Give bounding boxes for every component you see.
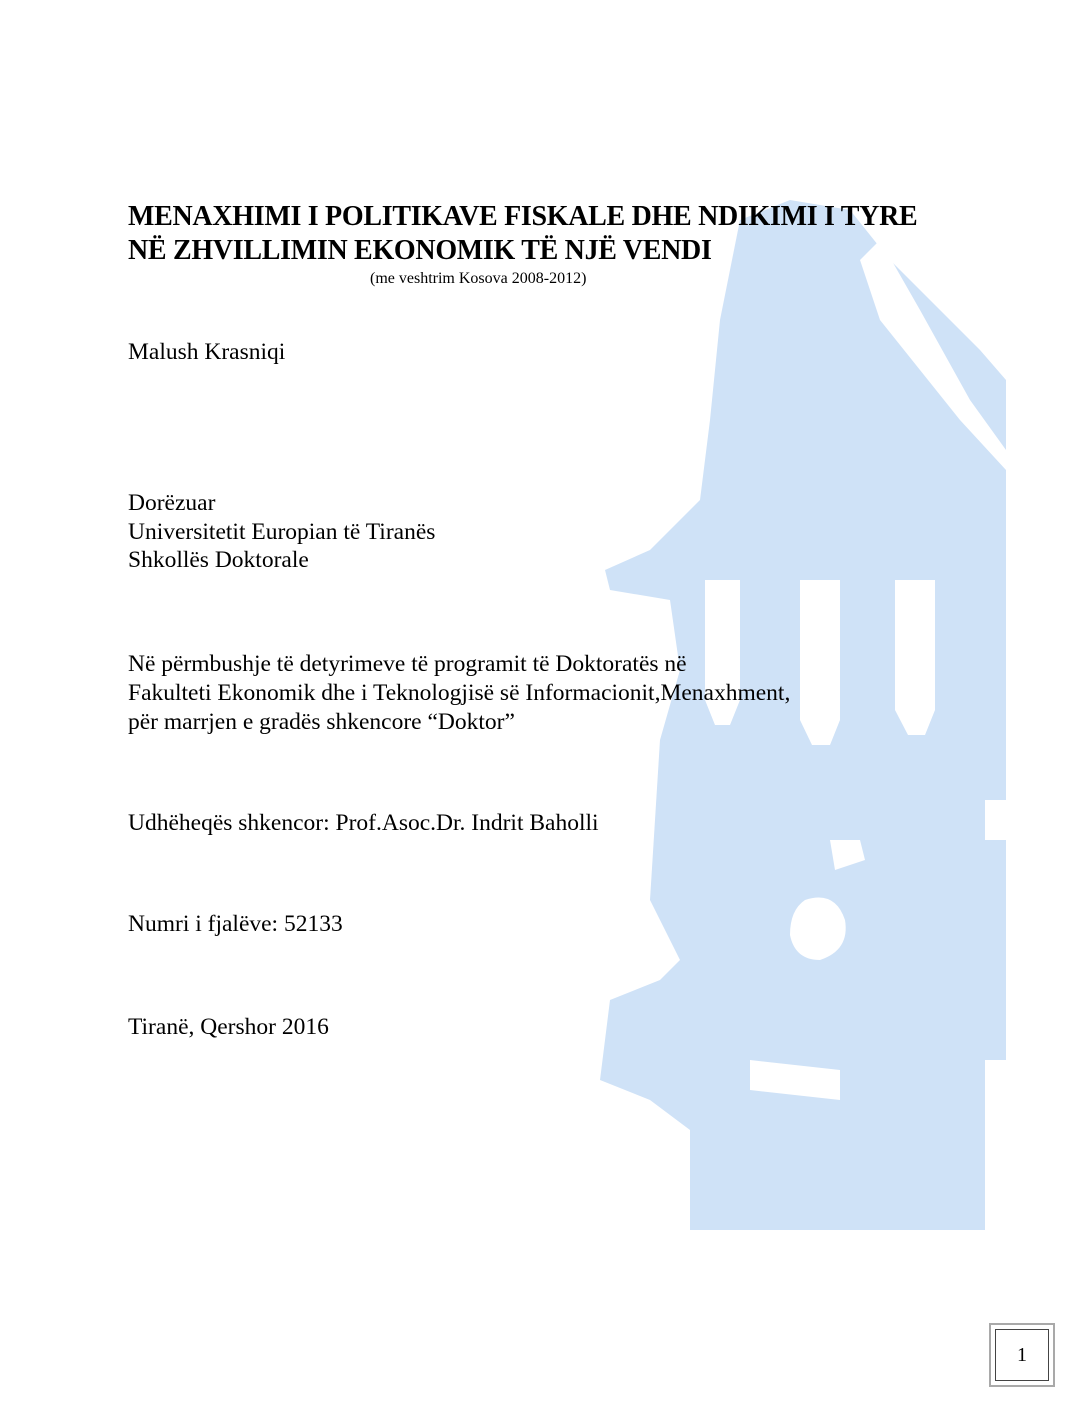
purpose-line-1: Në përmbushje të detyrimeve të programit të Doktoratës në <box>128 651 687 677</box>
title-line-1: MENAXHIMI I POLITIKAVE FISKALE DHE NDIKIMI I TYRE <box>128 201 918 232</box>
university-watermark-logo <box>590 200 1020 1230</box>
title-line-2: NË ZHVILLIMIN EKONOMIK TË NJË VENDI <box>128 235 712 266</box>
thesis-title <box>128 200 988 268</box>
word-count-line: Numri i fjalëve: 52133 <box>128 911 343 937</box>
thesis-subtitle: (me veshtrim Kosova 2008-2012) <box>370 270 587 287</box>
page-number: 1 <box>995 1329 1049 1381</box>
submitted-line-1: Dorëzuar <box>128 490 216 516</box>
supervisor-line: Udhëheqës shkencor: Prof.Asoc.Dr. Indrit Baholli <box>128 810 599 836</box>
page-number-box <box>989 1323 1055 1387</box>
purpose-line-2: Fakulteti Ekonomik dhe i Teknologjisë së Informacionit,Menaxhment, <box>128 680 791 706</box>
place-date-line: Tiranë, Qershor 2016 <box>128 1014 329 1040</box>
submitted-line-3: Shkollës Doktorale <box>128 547 309 573</box>
purpose-line-3: për marrjen e gradës shkencore “Doktor” <box>128 709 515 735</box>
submitted-line-2: Universitetit Europian të Tiranës <box>128 519 436 545</box>
author-name: Malush Krasniqi <box>128 339 286 365</box>
